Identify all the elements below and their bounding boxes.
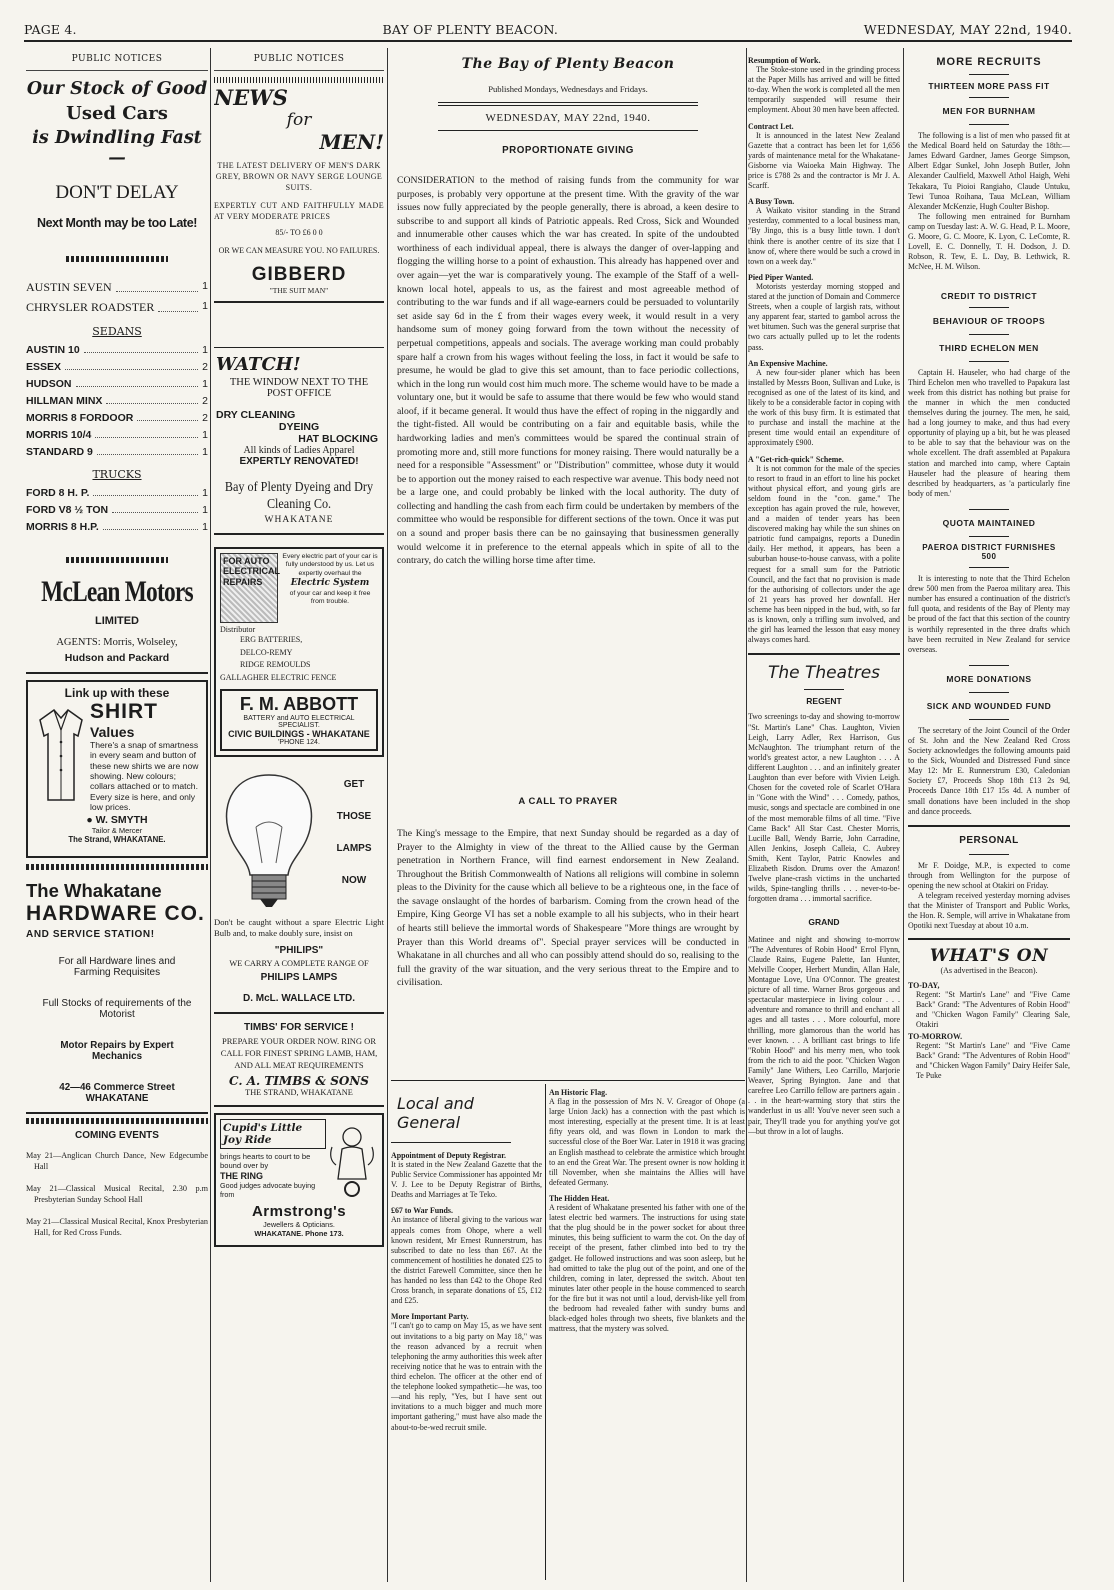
car-row: CHRYSLER ROADSTER 1 <box>26 300 208 314</box>
personal-text: Mr F. Doidge, M.P., is expected to come through from Wellington for the purpose of opening the new school at Otakiri on Friday. <box>908 860 1070 891</box>
sedans-label: SEDANS <box>92 325 142 338</box>
get-word: GET <box>343 779 365 791</box>
editorial-column <box>391 46 745 730</box>
dye-town: WHAKATANE <box>264 514 334 525</box>
credit-to-district: CREDIT TO DISTRICT <box>940 290 1038 301</box>
editorial-date: WEDNESDAY, MAY 22nd, 1940. <box>485 112 651 124</box>
paeroa-heading: PAEROA DISTRICT FURNISHES 500 <box>922 542 1056 561</box>
car-row: AUSTIN SEVEN 1 <box>26 280 208 294</box>
mclean-agents-2: Hudson and Packard <box>64 652 170 664</box>
column-4 <box>748 46 900 1584</box>
divider <box>438 102 698 103</box>
used-cars-ad <box>26 71 208 533</box>
distributor-lines: ERG BATTERIES, DELCO-REMY RIDGE REMOULDS GALLAGHER ELECTRIC FENCE <box>220 634 337 683</box>
news-text-2: EXPERTLY CUT AND FAITHFULLY MADE AT VERY MODERATE PRICES <box>214 200 384 221</box>
prayer-heading: A CALL TO PRAYER <box>518 796 618 807</box>
news-brief: A Busy Town. A Waikato visitor standing in the Strand yesterday, commented to a local business man, "By Jingo, this is a busy little town. I don't think there is another centre of its size that I know of, where there would be such a crowd in town on a week day." <box>748 197 900 266</box>
car-row <box>26 412 208 424</box>
lamps-text: Don't be caught without a spare Electric Light Bulb and, to make doubly sure, insist on <box>214 917 384 939</box>
recruits-text: The following is a list of men who passed fit at the Medical Board held on Saturday the 18th:— James Edward Gardner, James George Simpson, Albert Edgar Sunkel, John Joseph Butler, John Alexander Caulfield, Maxwell Athol Haigh, Wehi Tekakara, Tu Pioioi Rangiaho, Claude Untuku, Tewi Tunoa Roihana, Taua McLean, William Alexander McKenzie, Hugh Coulter Bishop. <box>908 131 1070 211</box>
masthead <box>24 22 1072 42</box>
column-rule <box>545 1084 546 1580</box>
column-2 <box>214 46 384 1584</box>
mclean-motors-ad <box>26 575 208 674</box>
personal-heading: PERSONAL <box>959 834 1019 846</box>
column-rule <box>210 48 211 1582</box>
shirt-trade: Tailor & Mercer <box>91 826 143 836</box>
light-bulb-icon <box>214 767 324 917</box>
the-ring: THE RING <box>220 1170 264 1181</box>
dont-delay: DON'T DELAY <box>55 182 179 203</box>
men-word: MEN! <box>319 130 384 154</box>
philips-lamps: PHILIPS LAMPS <box>260 972 338 984</box>
cars-headline-2: Used Cars <box>66 103 168 124</box>
prayer-section <box>391 790 745 1030</box>
column-rule <box>903 48 904 1582</box>
divider <box>969 307 1009 308</box>
auto-repairs-banner: FOR AUTO ELECTRICAL REPAIRS <box>220 553 278 623</box>
watch-title: WATCH! <box>216 354 301 376</box>
car-row <box>26 344 208 356</box>
abbott-name: F. M. ABBOTT <box>239 694 359 715</box>
hardware-item-1: For all Hardware lines and Farming Requisites <box>58 956 176 978</box>
cupid-title: Cupid's Little Joy Ride <box>220 1119 326 1149</box>
proportionate-giving-heading: PROPORTIONATE GIVING <box>502 145 634 156</box>
quota-text: It is interesting to note that the Third Echelon drew 500 men from the Paeroa military area. This number has ensured a continuation of the district's full quota, and residents of the Bay of Plenty may be proud of the fact that this section of the country is worthily represented in the three drafts which have been recruited in New Zealand for service overseas. <box>908 573 1070 654</box>
prayer-text: The King's message to the Empire, that next Sunday should be regarded as a day of Prayer to the Almighty in view of the threat to the Allied cause by the German penetration in Northern France, will find earnest endorsement in New Zealand. Throughout the British Commonwealth of Nations all religions will combine in solemn pleas to the Divinity for the cause which all believe to be a righteous one, in the face of the savage onslaught of the hordes of barbarism. Coming from the crown head of the Empire, King George VI has set a noble example to all his subjects, who in their heart of hearts still believe the immortal words of Shakespeare "More things are wrought by Prayer than this World dreams of". Special prayer services will be conducted in Whakatane in all churches and all who can possibly attend should do so, realising to the full the gravity of the war situation, and the very serious threat to the Empire and to civilisation. <box>397 828 739 989</box>
philips-brand: "PHILIPS" <box>274 945 324 957</box>
timbs-title: TIMBS' FOR SERVICE ! <box>244 1022 354 1034</box>
divider <box>391 1142 511 1143</box>
third-echelon: THIRD ECHELON MEN <box>939 342 1039 353</box>
abbott-civic: CIVIC BUILDINGS - WHAKATANE <box>228 729 370 740</box>
car-row <box>26 395 208 407</box>
car-row <box>26 429 208 441</box>
news-briefs <box>748 56 900 645</box>
today-label: TO-DAY, <box>908 980 940 990</box>
hardware-ad <box>26 876 208 1114</box>
hardware-item-3: Motor Repairs by Expert Mechanics <box>60 1040 174 1062</box>
regent-text: Two screenings to-day and showing to-morrow "St. Martin's Lane" Chas. Laughton, Vivien Leigh, Larry Adler, Rex Harrison, Gus McNaughton. The triumphant return of the world's greatest actor, a new Laughton . . . A different Laughton . . . and an infinitely greater Laughton than ever before with Vivien Leigh. Chosen for the coveted role of Scarlet O'Hara in "Gone with the Wind" . . . Comedy, pathos, music, songs and spectacle are combined in one of the most memorable films of all time. "Five Came Back" All Star Cast. Chester Morris, Lucille Ball, Wendy Barrie, John Carradine, Allen Jenkins, Joseph Calleia, C. Aubrey Smith, Kent Taylor, Patric Knowles and Elizabeth Risdon. Drums over the Amazon! Twelve plane-crash victims in the uncharted wilds, Spine-tangling thrills . . . never-to-be-forgotten drama . . . immortal sacrifice. <box>748 712 900 904</box>
divider <box>66 256 168 262</box>
mclean-agents: AGENTS: Morris, Wolseley, <box>56 637 178 648</box>
car-name: MORRIS 8 H.P. <box>26 521 99 533</box>
whats-on-section <box>908 938 1070 1082</box>
column-5 <box>908 46 1070 1584</box>
cars-headline-1: Our Stock of Good <box>26 79 208 99</box>
values-word: Values <box>90 724 135 740</box>
cupid-text: brings hearts to court to be bound over by <box>220 1151 311 1171</box>
car-name: HUDSON <box>26 378 72 390</box>
trucks-list <box>26 487 208 533</box>
news-measure: OR WE CAN MEASURE YOU. NO FAILURES. <box>218 245 380 255</box>
today-text: Regent: "St Martin's Lane" and "Five Came Back" Grand: "The Adventures of Robin Hood" and "Chicken Wagon Family" Clearing Sale, Otakiri <box>916 989 1070 1029</box>
event-item: May 21—Anglican Church Dance, New Edgecumbe Hall <box>26 1151 208 1171</box>
recruits-sub: THIRTEEN MORE PASS FIT <box>928 81 1050 91</box>
divider <box>66 557 168 563</box>
divider <box>969 567 1009 568</box>
good-judges: Good judges advocate buying from <box>220 1180 316 1199</box>
local-item: Appointment of Deputy Registrar. It is stated in the New Zealand Gazette that the Public Service Commissioner has appointed Mr V. J. Lee to be Deputy Registrar of Births, Deaths and Marriages at Te Teko. <box>391 1151 542 1200</box>
theatres-section <box>748 653 900 1136</box>
hardware-item-2: Full Stocks of requirements of the Motorist <box>42 998 192 1020</box>
distributor-label: Distributor <box>220 624 256 634</box>
abbott-phone: 'PHONE 124. <box>278 739 320 747</box>
tomorrow-text: Regent: "St Martin's Lane" and "Five Came Back" Grand: "The Adventures of Robin Hood" and "Chicken Wagon Family" Dairy Heifer Sale, Te Puke <box>916 1041 1070 1081</box>
car-name: STANDARD 9 <box>26 446 93 458</box>
behaviour-of-troops: BEHAVIOUR OF TROOPS <box>932 315 1046 326</box>
shirt-description: There's a snap of smartness in every seam and button of these new shirts we are now showing. New colours; collars attached or to match. Every size is here, and only low prices. <box>90 740 199 812</box>
car-row <box>26 361 208 373</box>
car-qty: 2 <box>202 395 208 407</box>
lamps-carry: WE CARRY A COMPLETE RANGE OF <box>229 959 369 969</box>
theatres-title: The Theatres <box>767 663 881 684</box>
column-rule <box>746 48 747 1582</box>
for-word: for <box>286 110 312 130</box>
cars-headline-3: is Dwindling Fast— <box>32 128 202 168</box>
sedans-list <box>26 344 208 458</box>
car-qty: 2 <box>202 412 208 424</box>
shirt-merchant: ● W. SMYTH <box>86 814 148 827</box>
entrained-text: The following men entrained for Burnham camp on Tuesday last: A. W. G. Head, P. L. Moore, G. Moore, G. C. Moore, K. Lyon, C. LeComte, R. Lovell, E. C. Donnelly, T. H. Dodson, J. D. Robson, R. Tew, E. L. Day, B. Lethwick, R. McNee, H. M. Wilson. <box>908 211 1070 272</box>
shirt-illustration-icon <box>32 700 90 810</box>
column-rule <box>387 48 388 1582</box>
grand-text: Matinee and night and showing to-morrow "The Adventures of Robin Hood" Errol Flynn, Claude Rains, Eugene Palette, Ian Hunter, Melville Cooper, Herbert Mundin, Allan Hale, Montague Love, Una O'Connor. The greatest picture of all time. Warner Bros gorgeous and spectacular masterpiece in living colour . . . adventure and romance to thrill and enchant all ages and all tastes . . . More colourful, more thrilling, more glamorous than the world has ever known. . . A brilliant cast brings to life "Robin Hood" and his merry men, who took from the rich to aid the poor. "Chicken Wagon Family" Jane Withers, Leo Carrillo, Marjorie Weaver, Spring Byington. Jane and that carefree Leo Carrillo fellow are partners again . . . in the heart-warming story that stirs the wanderlust in us all! You've never seen such a pair, They'll trade you for anything you've got—but throw in a lot of laughs. <box>748 934 900 1136</box>
divider <box>214 77 384 83</box>
hardware-line-3: AND SERVICE STATION! <box>26 929 155 940</box>
armstrongs-address: WHAKATANE. Phone 173. <box>254 1228 344 1238</box>
men-for-burnham: MEN FOR BURNHAM <box>942 106 1036 116</box>
philips-lamps-ad <box>214 767 384 1014</box>
local-item: The Hidden Heat. A resident of Whakatane presented his father with one of the latest electric bed warmers. The instructions for using state that the plug should be in the power socket for about three minutes, this being sufficient to warm the cot. On the day of receipt of the present, father climbed into bed to try the gadget. He followed instructions and was soon asleep, but he had omitted to take the plug out of the point, and one of the children, coming in later, depressed the switch. About ten minutes later other people in the house commenced to search for the fire but it was not until a loud, dervish-like yell from the bedroom had revealed father with sundry burns and black-edged holes through two sheets, five blankets and the mattress, that the mystery was solved. <box>549 1193 745 1334</box>
news-word: NEWS <box>214 85 288 110</box>
car-row <box>26 521 208 533</box>
divider <box>969 692 1009 693</box>
masthead-date: WEDNESDAY, MAY 22nd, 1940. <box>863 22 1072 37</box>
paper-name: BAY OF PLENTY BEACON. <box>382 22 559 37</box>
news-brief: Pied Piper Wanted. Motorists yesterday morning stopped and stared at the junction of Domain and Commerce Streets, when a couple of largish rats, without any apparent fear, started to gambol across the wet bitumen. Such was the general surprise that two cars actually pulled up to let the rodents pass. <box>748 272 900 352</box>
car-name: MORRIS 8 FORDOOR <box>26 412 134 424</box>
divider <box>438 130 698 131</box>
local-general-title: Local and General <box>397 1094 474 1132</box>
car-name: FORD 8 H. P. <box>26 487 90 499</box>
hardware-line-1: The Whakatane <box>26 880 162 901</box>
abbott-every: Every electric part of your car is fully understood by us. Let us expertly overhaul the <box>282 552 378 577</box>
car-qty: 1 <box>202 344 208 356</box>
wallace-dealer: D. McL. WALLACE LTD. <box>242 993 356 1005</box>
more-donations: MORE DONATIONS <box>946 673 1032 684</box>
proportionate-giving-text: CONSIDERATION to the method of raising funds from the community for war purposes, is probably very opportune at the present time. With the gravity of the war issues now fully appreciated by the people generally, there is abroad, a keen desire to subscribe to and support all kinds of Patriotic appeals. Red Cross, Sick and Wounded and innumerable other causes which the war has created. In spite of the undoubted worthiness of each individual appeal, there is always the danger of over-lapping and flogging the willing horse to a point of exhaustion. This already has happened over and over again—yet the war is comparatively young. The example of the Staff of a well-known local hotel, appeals to us, as the fairest and most agreeable method of contributing to the war funds and if all wage-earners could be persuaded to voluntarily set aside say 6d in the £ from their wages every week, it would result in a very handsome sum of money going forward from the town without the necessity of perpetual competitions, appeals and socials. The average working man could probably spare half a crown from his wages without feeling the loss, in fact it would be safe to presume, he would be glad to give this set amount, than to face periodic collections, which in the long run would cost him much more. The scheme would have to be made a voluntary one, but it would be safe to assume that there would be few who would stand aloof, if it became general. It would thus have the effect of roping in the niggardly and the tight-fisted. All would be contributing on a fair and equitable basis, while the hardworking ladies and men's committees would be spared the continual strain of promoting more and, still more functions for money raising. There would naturally be a need for a responsible "Assessment" or "Distribution" committee, whose duty it would be to apportion out the money raised to each respective war avenue. This body need not be a large one, and could probably be linked with the local authority. The duty of collecting and handling the cash from each firm could be undertaken by members of the committee who would be responsible for different sections of the town. Once it was put on a sound and proper basis there can be no gainsaying that businessmen generally would welcome it in preference to the eternal appeals which in spite of all to the contrary, do catch the willing horse time after time. <box>397 175 739 567</box>
armstrongs-trade: Jewellers & Opticians. <box>263 1219 335 1229</box>
dyeing: DYEING <box>278 421 320 434</box>
car-row <box>26 504 208 516</box>
hauseler-text: Captain H. Hauseler, who had charge of the Third Echelon men who travelled to Papakura last week from this district has nothing but praise for the manner in which the men conducted themselves during the journey. The men, he said, had a long journey to make, and thus had every opportunity of playing up a bit, but he was pleased to be able to say that the behaviour was on the whole excellent. The draft assembled at Papakura station and marched into camp, where Captain Hauseler had the pleasure of hearing them described by headquarters, as 'a particularly fine body of men.' <box>908 367 1070 498</box>
divider <box>26 864 208 870</box>
timbs-address: THE STRAND, WHAKATANE <box>245 1087 353 1097</box>
timbs-name: C. A. TIMBS & SONS <box>229 1073 369 1088</box>
car-row <box>26 378 208 390</box>
timbs-ad <box>214 1014 384 1107</box>
donations-text: The secretary of the Joint Council of the Order of St. John and the New Zealand Red Cross Society acknowledges the following amounts paid to the Sick, Wounded and Distressed Fund since May 12: Mr E. Runnerstrum £30, Caledonian Society £7, Proceeds Shop 18th £13 2s 9d, Proceeds Dance 18th £17 15s 4d. A number of small donations have been included in the shop and dance proceeds. <box>908 725 1070 816</box>
lamps-word: LAMPS <box>336 843 372 855</box>
dry-cleaning: DRY CLEANING <box>216 409 296 422</box>
watch-ad <box>214 347 384 535</box>
watch-line: THE WINDOW NEXT TO THE POST OFFICE <box>229 377 369 400</box>
expertly-renovated: EXPERTLY RENOVATED! <box>239 456 359 468</box>
dye-company: Bay of Plenty Dyeing and Dry Cleaning Co. <box>224 479 374 511</box>
news-price: 85/- TO £6 0 0 <box>275 227 323 237</box>
advertised-note: (As advertised in the Beacon). <box>940 965 1038 975</box>
cupid-illustration-icon <box>326 1119 378 1199</box>
hardware-address: 42—46 Commerce Street WHAKATANE <box>59 1082 175 1104</box>
tomorrow-label: TO-MORROW. <box>908 1032 963 1042</box>
cupid-ad <box>214 1113 384 1247</box>
car-qty: 1 <box>202 378 208 390</box>
mclean-limited: LIMITED <box>95 615 139 627</box>
news-for-men-ad <box>214 71 384 303</box>
column-1 <box>26 46 208 1584</box>
event-item: May 21—Classical Musical Recital, Knox Presbyterian Hall, for Red Cross Funds. <box>26 1217 208 1237</box>
publication-days: Published Mondays, Wednesdays and Fridays. <box>488 84 648 94</box>
divider <box>969 854 1009 855</box>
local-general-column-2 <box>549 1084 745 1584</box>
car-name: AUSTIN 10 <box>26 344 80 356</box>
now-word: NOW <box>341 875 367 887</box>
regent-heading: REGENT <box>806 696 842 707</box>
divider <box>969 334 1009 335</box>
grand-heading: GRAND <box>808 916 840 927</box>
gibberd-tag: "THE SUIT MAN" <box>269 286 329 296</box>
shirt-word: SHIRT <box>90 700 158 723</box>
divider <box>969 665 1009 666</box>
shirt-headline: Link up with these <box>64 686 170 700</box>
divider <box>804 689 844 690</box>
telegram-text: A telegram received yesterday morning advises that the Minister of Transport and Public Works, the Hon. R. Semple, will arrive in Whakatane from Opotiki next Tuesday at about 10 a.m. <box>908 891 1070 931</box>
next-month: Next Month may be too Late! <box>36 216 198 230</box>
abbott-spec: BATTERY and AUTO ELECTRICAL SPECIALIST. <box>243 715 355 730</box>
divider <box>969 97 1009 98</box>
gibberd-brand: GIBBERD <box>251 264 347 286</box>
car-name: ESSEX <box>26 361 62 373</box>
those-word: THOSE <box>336 811 372 823</box>
shirt-address: The Strand, WHAKATANE. <box>68 835 166 845</box>
public-notices-header: PUBLIC NOTICES <box>26 46 208 71</box>
personal-section <box>908 825 1070 932</box>
car-name: FORD V8 ½ TON <box>26 504 109 516</box>
armstrongs-name: Armstrong's <box>251 1202 347 1220</box>
car-row <box>26 487 208 499</box>
quota-maintained: QUOTA MAINTAINED <box>942 517 1036 528</box>
news-brief: An Expensive Machine. A new four-sider planer which has been installed by Messrs Boon, Sullivan and Luke, is recognised as one of the latest of its kind, and likely to be a considerable factor in coping with the work of this busy firm. It is estimated that to purchase and install the machine at the present time would entail an expenditure of approximately £900. <box>748 358 900 448</box>
divider <box>969 124 1009 125</box>
trucks-label: TRUCKS <box>92 468 142 481</box>
local-item: More Important Party. "I can't go to camp on May 15, as we have sent out invitations to a big party on May 18," was the reason advanced by a recruit when telephoning the army authorities this week after receiving notice that he was to entrain with the third echelon. The officer at the other end of the telephone looked sympathetic—he was, too—and his reply, "Yes, but I have sent out invitations to a much bigger and much more important gathering," must have also made the about-to-be-wed recruit smile. <box>391 1312 542 1432</box>
page-number: PAGE 4. <box>24 22 77 37</box>
whats-on-title: WHAT'S ON <box>929 945 1049 966</box>
divider <box>438 105 698 106</box>
public-notices-header-2: PUBLIC NOTICES <box>214 46 384 71</box>
hat-blocking: HAT BLOCKING <box>298 433 378 446</box>
coming-events-title: COMING EVENTS <box>75 1130 159 1141</box>
divider <box>969 74 1009 75</box>
news-brief: A "Get-rich-quick" Scheme. It is not common for the male of the species to resort to fraud in an effort to line his pocket without physical effort, and young girls are seldom found in the "con. game." The exception has again proved the rule, however, and a maiden of tender years has been discovered making hay while the sun shines on patriotic fund campaigns, reports a Dunedin daily. Her method, it appears, has been a suburban house-to-house canvass, with a polite request for a small sum for the Patriotic Council, and the fact that no provision is made for the authorising of collectors under the age of 21 years has proved her downfall. Her scheme has been nipped in the bud, with, so far as is known, only a trifling sum involved, and the girl has learned the lesson that easy money always comes hard. <box>748 454 900 645</box>
car-row <box>26 446 208 458</box>
car-qty: 1 <box>202 487 208 499</box>
divider <box>969 719 1009 720</box>
mclean-name: McLean Motors <box>41 575 193 608</box>
timbs-text: PREPARE YOUR ORDER NOW. RING OR CALL FOR FINEST SPRING LAMB, HAM, AND ALL MEAT REQUIREMENTS <box>220 1036 378 1070</box>
car-qty: 1 <box>202 429 208 441</box>
hardware-line-2: HARDWARE CO. <box>26 902 205 925</box>
news-brief: Resumption of Work. The Stoke-stone used in the grinding process at the Paper Mills has arrived and will be fitted to-day. When the work is completed all the men temporarily suspended will resume their employment. About 30 men have been affected. <box>748 56 900 115</box>
divider <box>969 361 1009 362</box>
local-item: £67 to War Funds. An instance of liberal giving to the various war appeals comes from Ohope, where a well known resident, Mr Ernest Runnerstrum, has subscribed to date no less than £67. At the commencement of hostilities he donated £25 to the district Farewell Committee, since then he has handed no less than £42 to the Ohope Red Cross branch, in separate donations of £5, £12 and £25. <box>391 1206 542 1306</box>
electric-system: Electric System <box>290 578 370 589</box>
divider <box>26 1118 208 1124</box>
shirt-ad <box>26 680 208 858</box>
abbott-ad <box>214 547 384 757</box>
divider <box>969 509 1009 510</box>
coming-events <box>26 1130 208 1238</box>
local-item: An Historic Flag. A flag in the possession of Mrs N. V. Greagor of Ohope (a large Union Jack) has a connection with the past which is most interesting, especially at the present time. It is at least fifty years old, and was flown in London to mark the successful close of the Boer War. Later in 1918 it was gracing an English masthead to celebrate the armistice which brought to an end the Great War. The present owner is now holding it till November, when she maintains the Allies will have defeated Germany. <box>549 1088 745 1187</box>
more-recruits-title: MORE RECRUITS <box>936 56 1042 68</box>
car-name: HILLMAN MINX <box>26 395 103 407</box>
ladies-apparel: All kinds of Ladies Apparel <box>243 445 355 457</box>
abbott-keep: of your car and keep it free from trouble. <box>289 589 371 606</box>
sick-wounded-fund: SICK AND WOUNDED FUND <box>926 700 1052 711</box>
divider <box>969 536 1009 537</box>
news-text-1: THE LATEST DELIVERY OF MEN'S DARK GREY, BROWN OR NAVY SERGE LOUNGE SUITS. <box>215 161 383 193</box>
car-qty: 2 <box>202 361 208 373</box>
news-brief: Contract Let. It is announced in the latest New Zealand Gazette that a contract has been let for 1,656 yards of maintenance metal for the Whakatane-Gisborne via Waioeka Main Highway. The price is £788 2s and the contractor is Mr J. A. Scarff. <box>748 121 900 191</box>
local-general-column <box>391 1084 542 1584</box>
car-name: MORRIS 10/4 <box>26 429 92 441</box>
beacon-title: The Bay of Plenty Beacon <box>461 56 675 72</box>
event-item: May 21—Classical Musical Recital, 2.30 p.m Presbyterian Sunday School Hall <box>26 1184 208 1204</box>
car-qty: 1 <box>202 521 208 533</box>
car-qty: 1 <box>202 504 208 516</box>
car-qty: 1 <box>202 446 208 458</box>
divider <box>391 1080 745 1081</box>
